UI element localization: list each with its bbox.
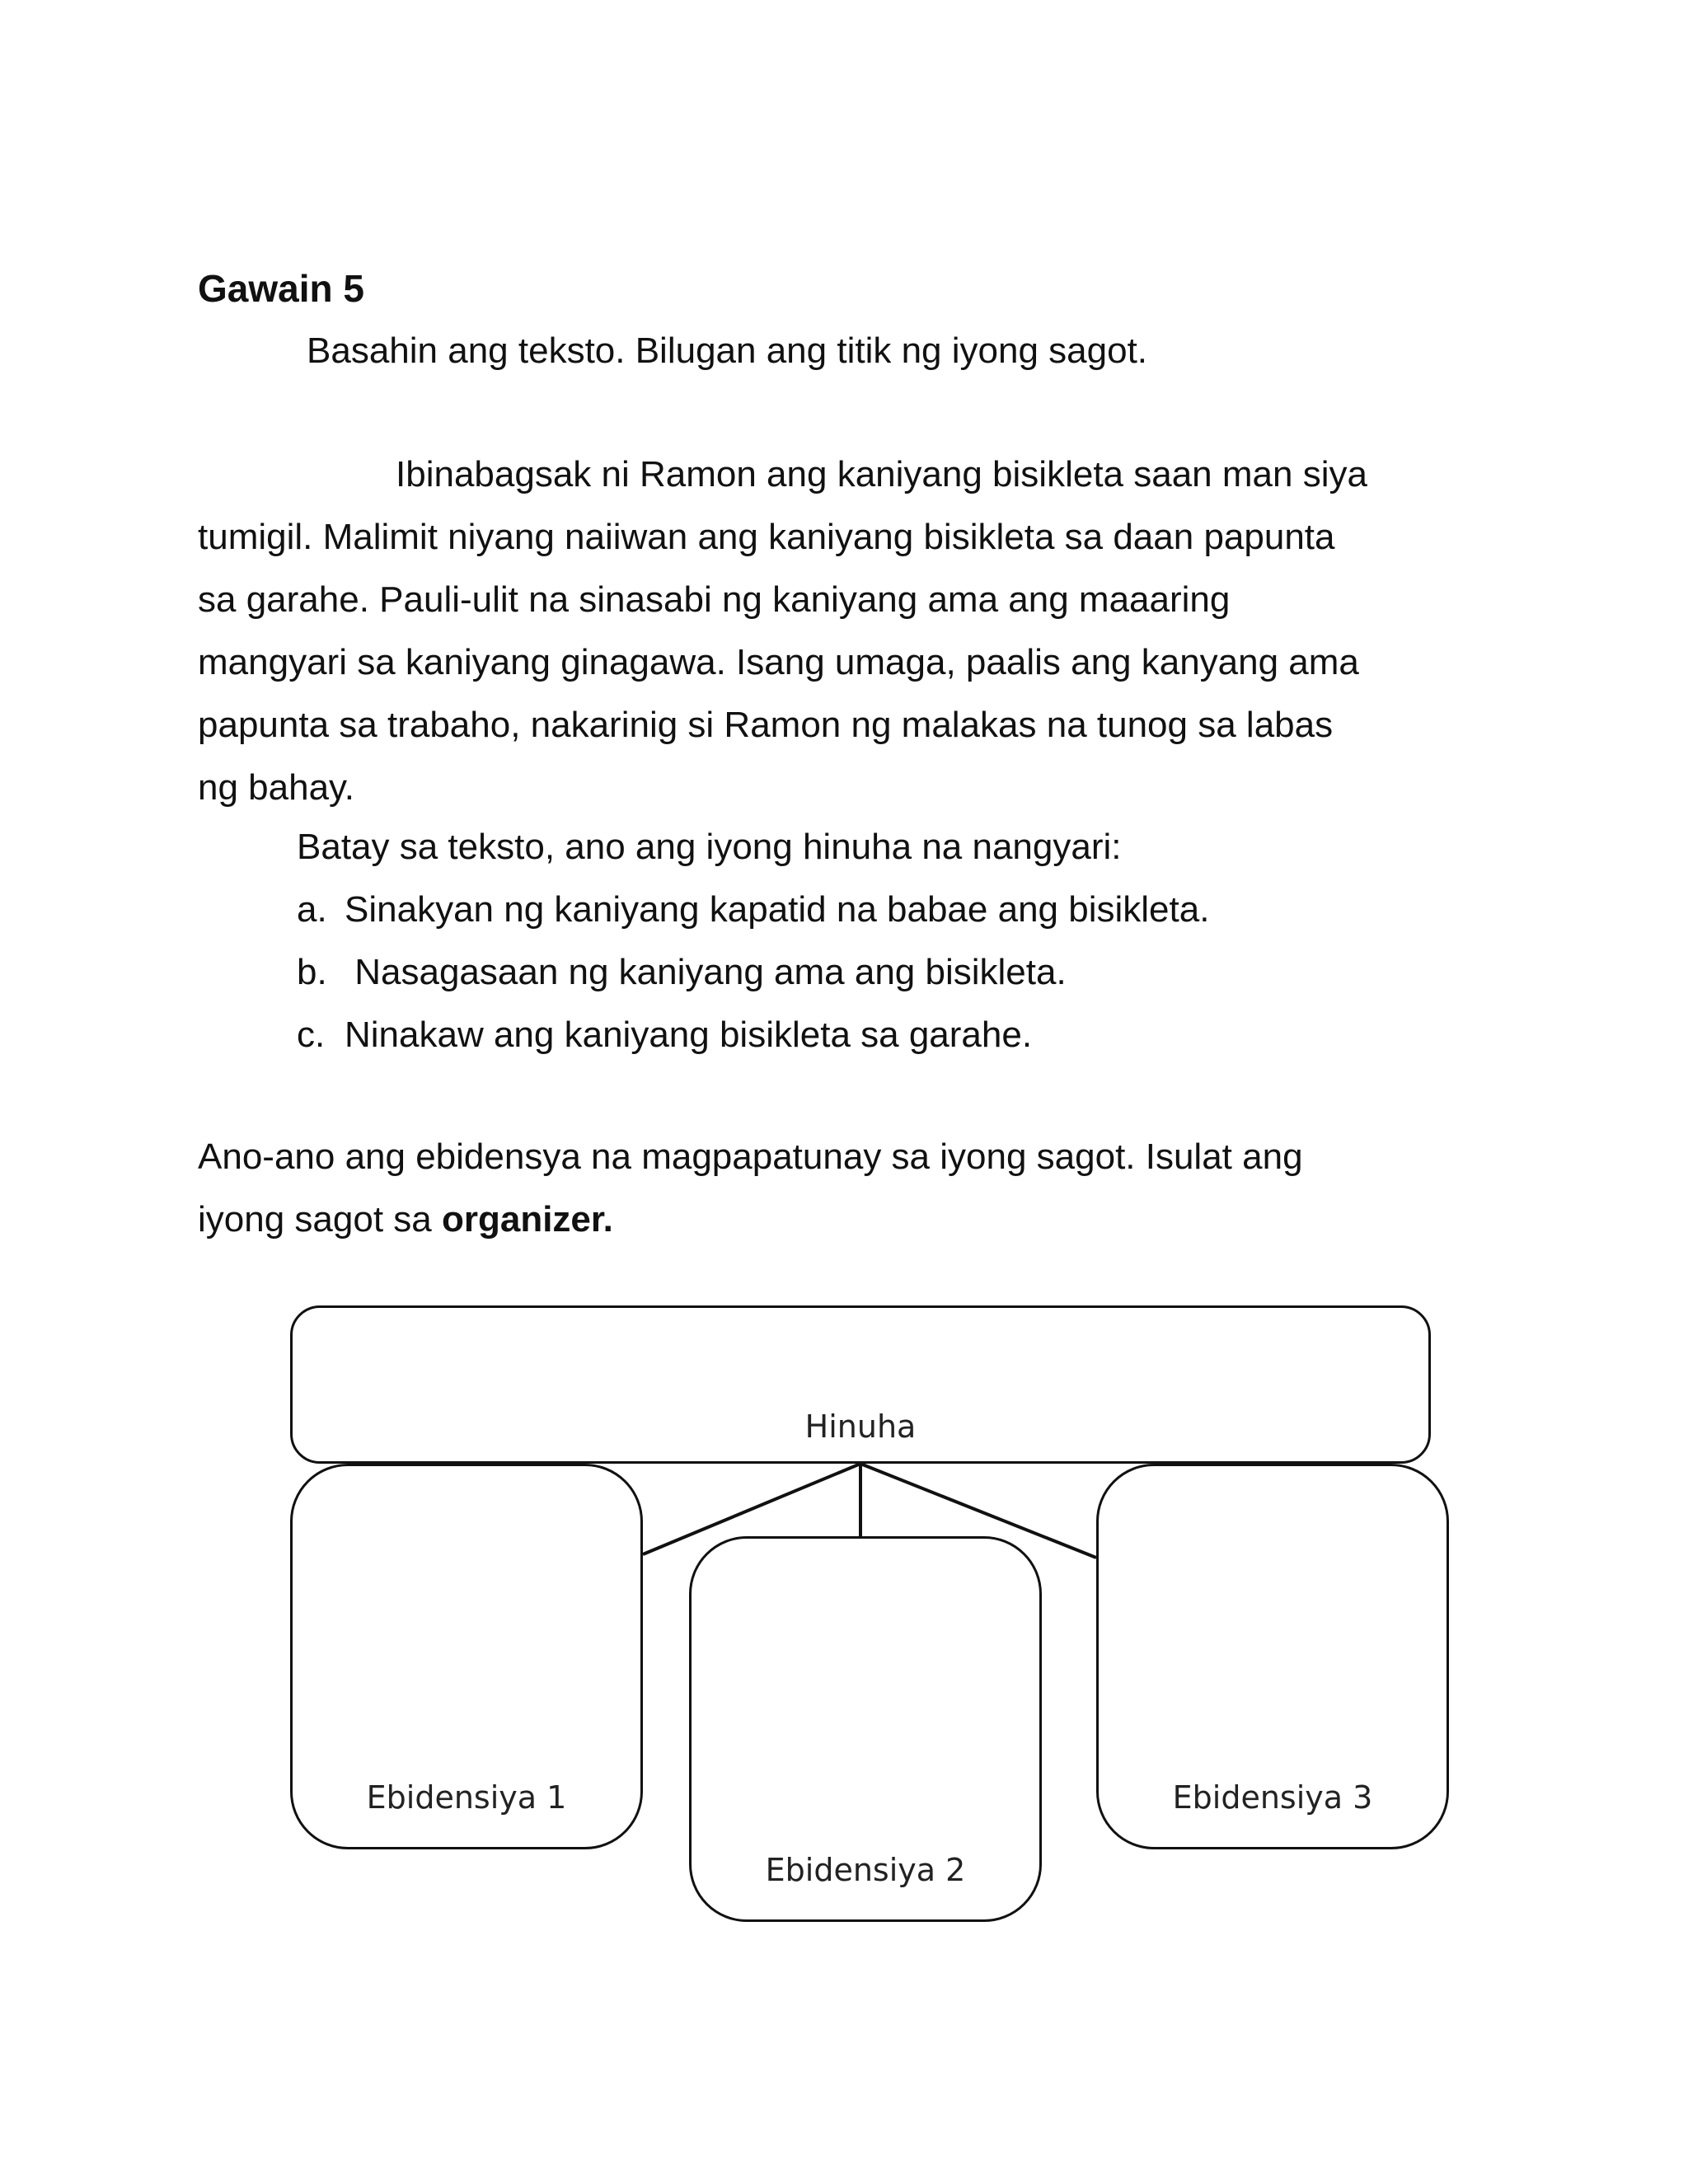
evidence-box-2[interactable]: [689, 1536, 1042, 1922]
passage-line: sa garahe. Pauli-ulit na sinasabi ng kaniyang ama ang maaaring: [198, 579, 1231, 620]
prompt-plain-text: iyong sagot sa: [198, 1199, 442, 1240]
choice-text: Nasagasaan ng kaniyang ama ang bisikleta.: [345, 952, 1067, 992]
prompt-bold-text: organizer.: [441, 1199, 613, 1240]
activity-title: Gawain 5: [198, 267, 364, 310]
evidence-box-1[interactable]: [290, 1464, 643, 1849]
evidence-label-2: Ebidensiya 2: [765, 1852, 966, 1888]
prompt-line: Ano-ano ang ebidensya na magpapatunay sa iyong sagot. Isulat ang: [198, 1137, 1303, 1177]
instruction-text: Basahin ang teksto. Bilugan ang titik ng iyong sagot.: [307, 330, 1148, 371]
choice-text: Ninakaw ang kaniyang bisikleta sa garahe.: [345, 1015, 1033, 1055]
choice-letter: a.: [297, 889, 327, 930]
evidence-label-1: Ebidensiya 1: [366, 1779, 567, 1816]
passage-line: mangyari sa kaniyang ginagawa. Isang umaga, paalis ang kanyang ama: [198, 642, 1359, 682]
hinuha-box[interactable]: [290, 1305, 1431, 1464]
question-text: Batay sa teksto, ano ang iyong hinuha na nangyari:: [297, 827, 1122, 867]
evidence-box-3[interactable]: [1096, 1464, 1449, 1849]
hinuha-label: Hinuha: [804, 1408, 917, 1445]
passage-line: tumigil. Malimit niyang naiiwan ang kaniyang bisikleta sa daan papunta: [198, 517, 1335, 557]
passage-line: papunta sa trabaho, nakarinig si Ramon ng malakas na tunog sa labas: [198, 705, 1334, 745]
passage-line: ng bahay.: [198, 767, 355, 808]
choice-letter: b.: [297, 952, 327, 992]
evidence-label-3: Ebidensiya 3: [1172, 1779, 1373, 1816]
passage-line: Ibinabagsak ni Ramon ang kaniyang bisikleta saan man siya: [396, 454, 1367, 494]
choice-letter: c.: [297, 1015, 326, 1055]
choice-text: Sinakyan ng kaniyang kapatid na babae ang bisikleta.: [345, 889, 1210, 930]
